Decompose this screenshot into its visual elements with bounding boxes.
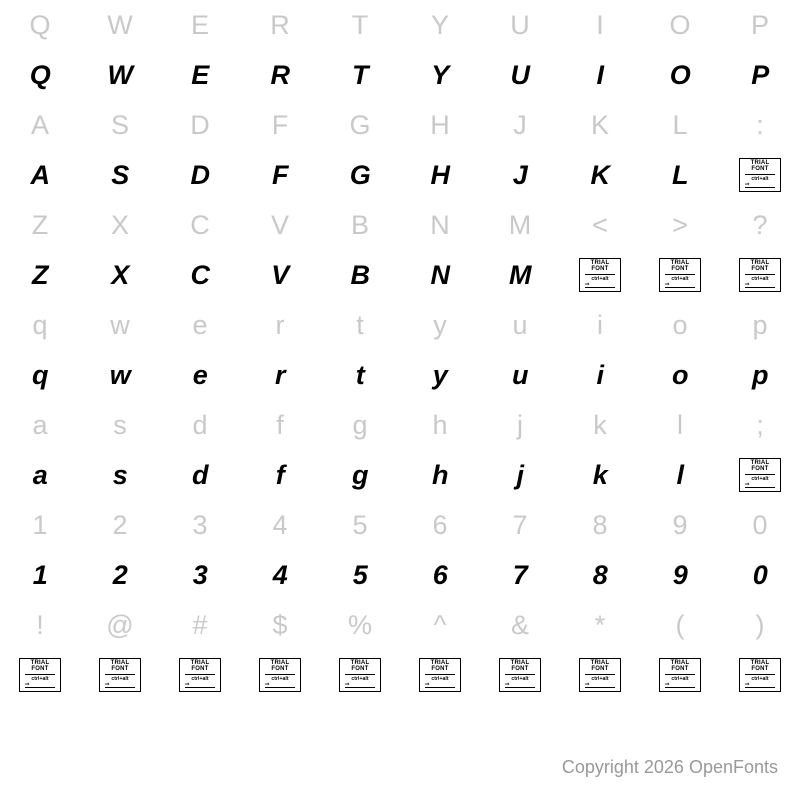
stamp-line-4: cat	[585, 281, 589, 286]
stamp-line-1: TRIAL	[270, 660, 290, 666]
glyph-cell: g	[352, 409, 368, 440]
glyph-cell: V	[270, 209, 289, 240]
stamp-line-1: TRIAL	[750, 260, 770, 266]
glyph-cell: 6	[432, 559, 448, 590]
stamp-line-1: TRIAL	[750, 660, 770, 666]
glyph-cell: q	[32, 309, 48, 340]
stamp-line-1: TRIAL	[590, 260, 610, 266]
stamp-line-4: cat	[745, 481, 749, 486]
stamp-line-3: ctrl+alt	[751, 676, 769, 682]
glyph-cell: Y	[431, 59, 449, 90]
stamp-divider	[745, 474, 775, 475]
glyph-cell: 8	[592, 559, 608, 590]
stamp-line-2: FONT	[751, 466, 769, 472]
trial-font-stamp	[720, 450, 800, 500]
trial-font-stamp	[400, 650, 480, 700]
stamp-line-2: FONT	[751, 166, 769, 172]
trial-font-stamp	[240, 650, 320, 700]
glyph-cell: p	[752, 359, 768, 390]
stamp-divider	[745, 674, 775, 675]
glyph-cell: p	[752, 309, 768, 340]
glyph-cell: U	[510, 9, 530, 40]
stamp-line-4: cat	[185, 681, 189, 686]
stamp-line-4: cat	[265, 681, 269, 686]
glyph-cell: :	[756, 109, 764, 140]
stamp-divider-2	[745, 487, 775, 488]
trial-font-stamp	[640, 650, 720, 700]
glyph-cell: >	[672, 209, 688, 240]
stamp-line-4: cat	[425, 681, 429, 686]
stamp-line-1: TRIAL	[750, 160, 770, 166]
glyph-cell: H	[430, 109, 450, 140]
glyph-cell: o	[672, 309, 688, 340]
stamp-line-2: FONT	[671, 266, 689, 272]
glyph-cell: ?	[752, 209, 768, 240]
glyph-cell: H	[430, 159, 450, 190]
glyph-cell: o	[672, 359, 688, 390]
stamp-line-2: FONT	[591, 266, 609, 272]
stamp-divider	[25, 674, 55, 675]
stamp-divider-2	[745, 687, 775, 688]
glyph-cell: h	[432, 459, 448, 490]
glyph-cell: g	[352, 459, 368, 490]
stamp-line-3: ctrl+alt	[271, 676, 289, 682]
stamp-line-1: TRIAL	[350, 660, 370, 666]
glyph-cell: a	[32, 459, 48, 490]
stamp-line-3: ctrl+alt	[671, 276, 689, 282]
trial-font-stamp	[80, 650, 160, 700]
glyph-cell: B	[350, 209, 369, 240]
stamp-line-2: FONT	[511, 666, 529, 672]
stamp-divider	[585, 674, 615, 675]
glyph-cell: W	[107, 9, 133, 40]
glyph-cell: J	[512, 159, 528, 190]
glyph-cell: *	[594, 609, 606, 640]
glyph-cell: r	[275, 309, 285, 340]
glyph-cell: 7	[512, 559, 528, 590]
stamp-line-3: ctrl+alt	[751, 276, 769, 282]
glyph-cell: R	[270, 9, 290, 40]
glyph-cell: r	[274, 359, 285, 390]
stamp-divider	[425, 674, 455, 675]
glyph-cell: 0	[752, 509, 768, 540]
glyph-cell: ^	[433, 609, 447, 640]
glyph-cell: O	[669, 59, 691, 90]
trial-font-stamp	[720, 150, 800, 200]
trial-font-stamp-icon	[579, 258, 621, 292]
glyph-cell: K	[590, 109, 609, 140]
glyph-cell: T	[351, 9, 369, 40]
glyph-cell: h	[432, 409, 448, 440]
trial-font-stamp	[720, 650, 800, 700]
stamp-line-4: cat	[345, 681, 349, 686]
trial-font-stamp	[160, 650, 240, 700]
glyph-cell: C	[190, 209, 210, 240]
glyph-cell: d	[192, 459, 208, 490]
trial-font-stamp	[640, 250, 720, 300]
trial-font-stamp-icon	[659, 658, 701, 692]
glyph-cell: t	[355, 359, 365, 390]
glyph-cell: F	[271, 109, 289, 140]
glyph-cell: %	[347, 609, 372, 640]
stamp-line-1: TRIAL	[30, 660, 50, 666]
stamp-line-2: FONT	[271, 666, 289, 672]
stamp-line-4: cat	[745, 281, 749, 286]
glyph-cell: I	[596, 59, 604, 90]
glyph-cell: s	[113, 409, 127, 440]
stamp-line-4: cat	[105, 681, 109, 686]
glyph-cell: 9	[672, 559, 688, 590]
glyph-cell: 1	[32, 509, 48, 540]
glyph-cell: j	[517, 409, 523, 440]
glyph-cell: 1	[32, 559, 48, 590]
glyph-cell: 9	[672, 509, 688, 540]
glyph-cell: V	[271, 259, 289, 290]
stamp-line-3: ctrl+alt	[351, 676, 369, 682]
stamp-divider-2	[265, 687, 295, 688]
stamp-divider-2	[665, 687, 695, 688]
glyph-cell: k	[592, 459, 608, 490]
glyph-cell: &	[510, 609, 529, 640]
stamp-divider	[665, 674, 695, 675]
glyph-cell: K	[590, 159, 610, 190]
glyph-cell: B	[350, 259, 370, 290]
glyph-cell: j	[516, 459, 524, 490]
glyph-cell: )	[755, 609, 765, 640]
glyph-cell: #	[192, 609, 208, 640]
glyph-cell: N	[430, 259, 450, 290]
trial-font-stamp-icon	[19, 658, 61, 692]
stamp-line-3: ctrl+alt	[671, 676, 689, 682]
glyph-cell: k	[593, 409, 607, 440]
stamp-line-4: cat	[665, 681, 669, 686]
stamp-divider	[185, 674, 215, 675]
glyph-cell: 2	[112, 509, 128, 540]
stamp-line-3: ctrl+alt	[111, 676, 129, 682]
trial-font-stamp-icon	[739, 458, 781, 492]
glyph-cell: 7	[512, 509, 528, 540]
trial-font-stamp-icon	[739, 158, 781, 192]
glyph-cell: <	[592, 209, 608, 240]
trial-font-stamp	[560, 250, 640, 300]
stamp-divider-2	[505, 687, 535, 688]
glyph-cell: i	[596, 359, 604, 390]
glyph-cell: q	[32, 359, 48, 390]
stamp-divider	[105, 674, 135, 675]
trial-font-stamp	[0, 650, 80, 700]
glyph-cell: l	[676, 459, 684, 490]
stamp-line-2: FONT	[31, 666, 49, 672]
glyph-cell: f	[275, 459, 285, 490]
stamp-line-1: TRIAL	[430, 660, 450, 666]
glyph-cell: y	[432, 359, 448, 390]
trial-font-stamp-icon	[339, 658, 381, 692]
glyph-cell: Y	[430, 9, 449, 40]
trial-font-stamp-icon	[579, 658, 621, 692]
glyph-cell: D	[190, 109, 210, 140]
glyph-cell: A	[30, 159, 50, 190]
stamp-line-1: TRIAL	[110, 660, 130, 666]
stamp-line-2: FONT	[111, 666, 129, 672]
stamp-line-3: ctrl+alt	[431, 676, 449, 682]
stamp-line-3: ctrl+alt	[591, 676, 609, 682]
stamp-line-4: cat	[745, 681, 749, 686]
glyph-cell: O	[669, 9, 691, 40]
glyph-cell: !	[36, 609, 44, 640]
trial-font-stamp-icon	[179, 658, 221, 692]
stamp-line-2: FONT	[191, 666, 209, 672]
glyph-cell: 8	[592, 509, 608, 540]
trial-font-stamp	[320, 650, 400, 700]
glyph-cell: G	[349, 159, 371, 190]
stamp-line-2: FONT	[431, 666, 449, 672]
glyph-cell: I	[596, 9, 604, 40]
glyph-cell: U	[510, 59, 530, 90]
glyph-cell: 3	[192, 559, 208, 590]
stamp-divider-2	[745, 187, 775, 188]
stamp-divider-2	[185, 687, 215, 688]
stamp-line-1: TRIAL	[590, 660, 610, 666]
stamp-line-4: cat	[505, 681, 509, 686]
glyph-cell: E	[191, 59, 209, 90]
glyph-cell: L	[672, 159, 688, 190]
glyph-cell: 6	[432, 509, 448, 540]
stamp-line-1: TRIAL	[190, 660, 210, 666]
glyph-cell: N	[430, 209, 450, 240]
glyph-cell: u	[512, 309, 528, 340]
stamp-divider	[745, 174, 775, 175]
glyph-cell: M	[508, 209, 532, 240]
glyph-cell: e	[192, 359, 208, 390]
stamp-line-3: ctrl+alt	[751, 476, 769, 482]
glyph-cell: i	[597, 309, 603, 340]
glyph-cell: e	[192, 309, 208, 340]
glyph-cell: y	[433, 309, 447, 340]
trial-font-stamp-icon	[739, 258, 781, 292]
stamp-line-2: FONT	[751, 266, 769, 272]
trial-font-stamp-icon	[499, 658, 541, 692]
stamp-line-3: ctrl+alt	[191, 676, 209, 682]
glyph-cell: d	[192, 409, 208, 440]
glyph-cell: ;	[756, 409, 764, 440]
glyph-cell: t	[356, 309, 364, 340]
stamp-divider-2	[745, 287, 775, 288]
glyph-cell: M	[509, 259, 531, 290]
glyph-cell: P	[751, 59, 769, 90]
stamp-divider	[265, 674, 295, 675]
glyph-cell: W	[107, 59, 133, 90]
stamp-divider	[665, 274, 695, 275]
stamp-line-2: FONT	[591, 666, 609, 672]
stamp-divider-2	[105, 687, 135, 688]
glyph-cell: X	[110, 209, 129, 240]
glyph-cell: s	[112, 459, 128, 490]
glyph-cell: Z	[32, 259, 48, 290]
glyph-cell: T	[352, 59, 368, 90]
stamp-line-2: FONT	[351, 666, 369, 672]
glyph-cell: 5	[352, 509, 368, 540]
glyph-cell: (	[675, 609, 685, 640]
trial-font-stamp	[480, 650, 560, 700]
stamp-divider	[585, 274, 615, 275]
trial-font-stamp-icon	[419, 658, 461, 692]
stamp-line-1: TRIAL	[670, 660, 690, 666]
stamp-divider-2	[425, 687, 455, 688]
glyph-cell: A	[30, 109, 49, 140]
stamp-line-1: TRIAL	[750, 460, 770, 466]
glyph-cell: w	[109, 359, 131, 390]
trial-font-stamp	[720, 250, 800, 300]
trial-font-stamp-icon	[259, 658, 301, 692]
stamp-line-3: ctrl+alt	[751, 176, 769, 182]
glyph-cell: 5	[352, 559, 368, 590]
glyph-cell: L	[672, 109, 688, 140]
stamp-line-4: cat	[665, 281, 669, 286]
stamp-divider	[505, 674, 535, 675]
trial-font-stamp-icon	[659, 258, 701, 292]
glyph-cell: @	[106, 609, 134, 640]
glyph-cell: 4	[272, 509, 288, 540]
stamp-line-2: FONT	[671, 666, 689, 672]
glyph-cell: S	[110, 109, 129, 140]
glyph-cell: 0	[752, 559, 768, 590]
glyph-cell: Z	[31, 209, 49, 240]
glyph-cell: P	[750, 9, 769, 40]
glyph-cell: Q	[29, 59, 51, 90]
glyph-cell: J	[513, 109, 527, 140]
stamp-line-4: cat	[25, 681, 29, 686]
stamp-divider	[745, 274, 775, 275]
glyph-cell: E	[190, 9, 209, 40]
trial-font-stamp	[560, 650, 640, 700]
glyph-cell: X	[111, 259, 129, 290]
glyph-cell: 4	[272, 559, 288, 590]
glyph-cell: f	[276, 409, 284, 440]
glyph-cell: F	[272, 159, 288, 190]
trial-font-stamp-icon	[99, 658, 141, 692]
stamp-line-2: FONT	[751, 666, 769, 672]
glyph-cell: R	[270, 59, 290, 90]
stamp-divider-2	[345, 687, 375, 688]
stamp-line-3: ctrl+alt	[31, 676, 49, 682]
stamp-line-3: ctrl+alt	[591, 276, 609, 282]
glyph-cell: G	[349, 109, 371, 140]
stamp-line-3: ctrl+alt	[511, 676, 529, 682]
stamp-divider	[345, 674, 375, 675]
glyph-cell: Q	[29, 9, 51, 40]
glyph-cell: w	[110, 309, 130, 340]
stamp-divider-2	[665, 287, 695, 288]
glyph-cell: 3	[192, 509, 208, 540]
glyph-cell: a	[32, 409, 48, 440]
stamp-divider-2	[585, 287, 615, 288]
stamp-line-4: cat	[585, 681, 589, 686]
glyph-cell: D	[190, 159, 210, 190]
glyph-cell: S	[111, 159, 129, 190]
copyright-notice: Copyright 2026 OpenFonts	[561, 757, 778, 777]
glyph-cell: $	[272, 609, 288, 640]
stamp-divider-2	[25, 687, 55, 688]
stamp-divider-2	[585, 687, 615, 688]
glyph-cell: 2	[112, 559, 128, 590]
glyph-cell: u	[512, 359, 528, 390]
stamp-line-4: cat	[745, 181, 749, 186]
glyph-cell: l	[677, 409, 683, 440]
trial-font-stamp-icon	[739, 658, 781, 692]
glyph-cell: C	[190, 259, 210, 290]
stamp-line-1: TRIAL	[670, 260, 690, 266]
stamp-line-1: TRIAL	[510, 660, 530, 666]
